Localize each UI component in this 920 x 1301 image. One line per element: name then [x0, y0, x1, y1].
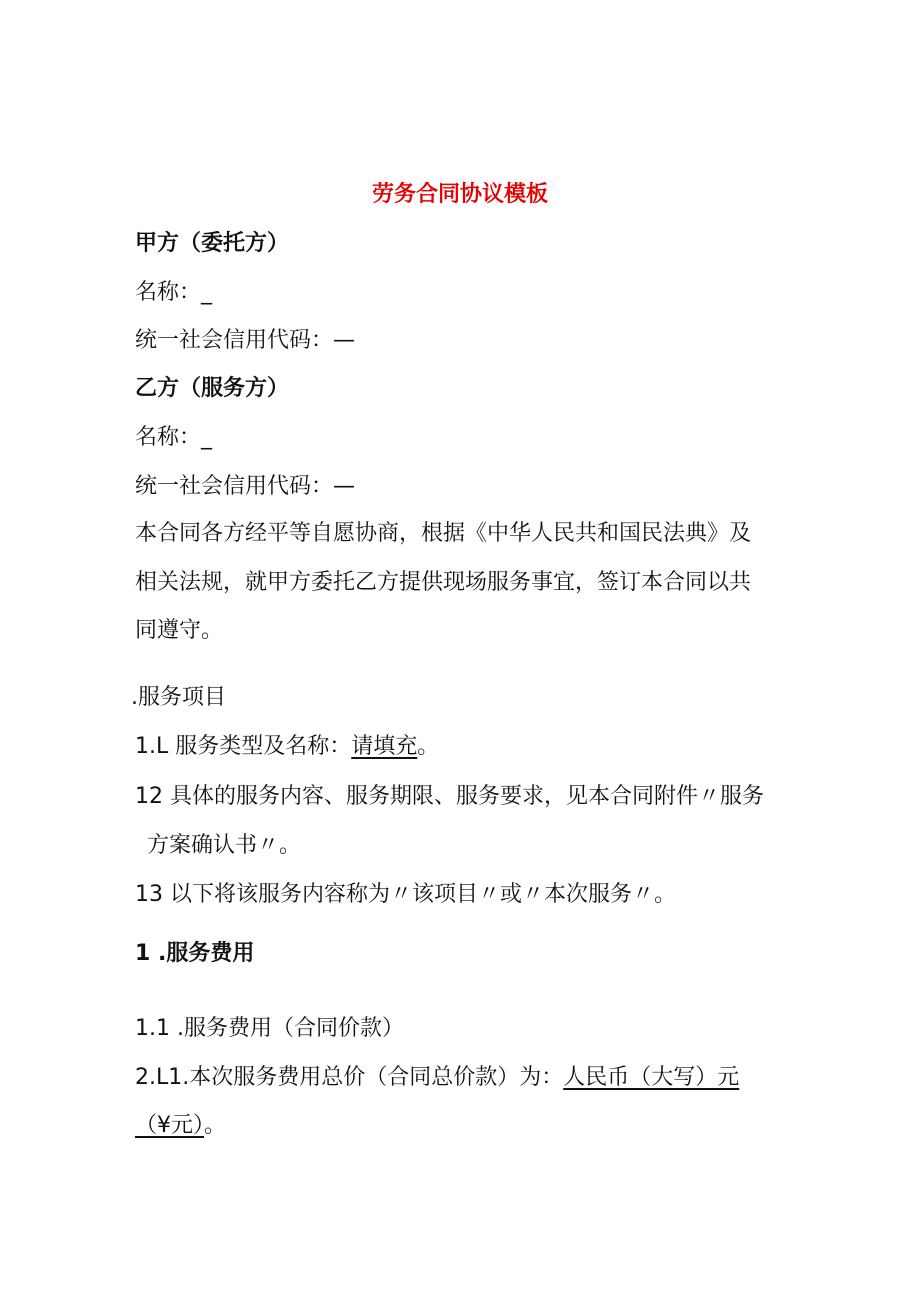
- preamble-line-3: 同遵守。: [135, 618, 224, 643]
- preamble-line-2: 相关法规，就甲方委托乙方提供现场服务事宜，签订本合同以共: [135, 570, 752, 595]
- section1-item1-value: 请填充: [351, 734, 418, 759]
- preamble-line-1: 本合同各方经平等自愿协商，根据《中华人民共和国民法典》及: [135, 521, 752, 546]
- section1-item1-suffix: 。: [417, 734, 440, 759]
- section1-item3: 13 以下将该服务内容称为〃该项目〃或〃本次服务〃。: [135, 882, 676, 907]
- party-a-credit-code: 统一社会信用代码：—: [135, 328, 356, 353]
- section1-heading: .服务项目: [131, 685, 226, 710]
- party-b-heading: 乙方（服务方）: [135, 376, 290, 401]
- section1-item1-prefix: 1.L 服务类型及名称：: [135, 734, 352, 759]
- party-b-name: 名称：_: [135, 425, 213, 450]
- section2-heading: 1 .服务费用: [135, 941, 255, 966]
- section2-item-line2-suffix: 。: [204, 1113, 227, 1138]
- party-a-name: 名称：_: [135, 280, 213, 305]
- document-title: 劳务合同协议模板: [371, 182, 548, 207]
- section2-item-prefix: 2.L1.本次服务费用总价（合同总价款）为：: [135, 1065, 564, 1090]
- section2-sub1: 1.1 .服务费用（合同价款）: [135, 1016, 404, 1041]
- section2-item-line2: [135, 1111, 226, 1141]
- section2-item: [135, 1063, 739, 1093]
- party-a-heading: 甲方（委托方）: [135, 231, 290, 256]
- section2-item-value: 人民币（大写）元: [563, 1065, 740, 1090]
- section1-item1: [135, 732, 439, 762]
- section1-item2-line1: 12 具体的服务内容、服务期限、服务要求，见本合同附件〃服务: [135, 784, 764, 809]
- section1-item2-line2: 方案确认书〃。: [147, 833, 302, 858]
- party-b-credit-code: 统一社会信用代码：—: [135, 474, 356, 499]
- section2-item-line2-value: （¥元）: [135, 1113, 204, 1138]
